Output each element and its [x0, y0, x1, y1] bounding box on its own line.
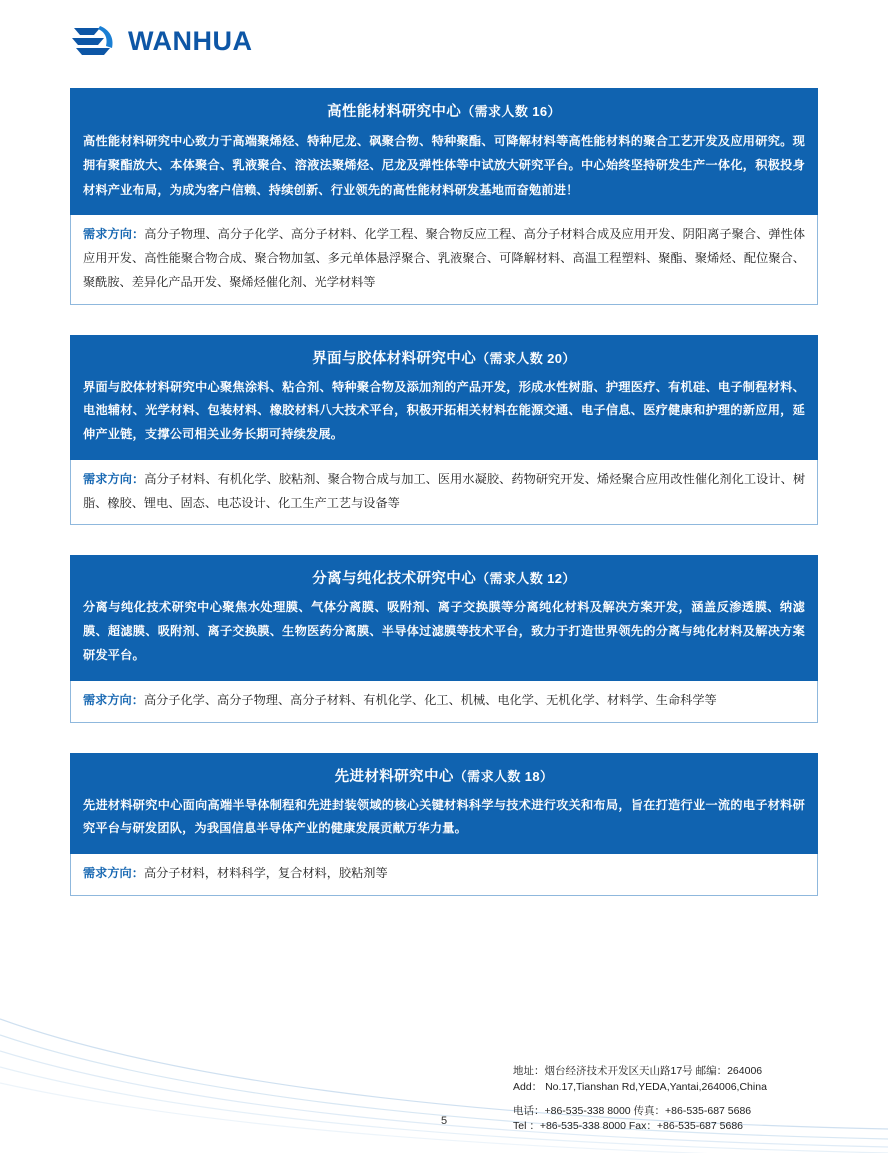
card-title: 分离与纯化技术研究中心 — [312, 571, 477, 588]
card-directions — [70, 681, 818, 723]
card-description: 界面与胶体材料研究中心聚焦涂料、粘合剂、特种聚合物及添加剂的产品开发，形成水性树脂、护理医疗、有机硅、电子制程材料、电池辅材、光学材料、包装材料、橡胶材料八大技术平台，积极开拓相关材料在能源交通、电子信息、医疗健康和护理的新应用，延伸产业链，支撑公司相关业务长期可持续发展。 — [83, 379, 805, 442]
footer-phone-cn: 电话：+86-535-338 8000 传真：+86-535-687 5686 — [513, 1104, 752, 1117]
card-headcount: （需求人数 20） — [476, 350, 576, 366]
brand-header — [70, 24, 253, 58]
card-description: 分离与纯化技术研究中心聚焦水处理膜、气体分离膜、吸附剂、离子交换膜等分离纯化材料及解决方案开发，涵盖反渗透膜、纳滤膜、超滤膜、吸附剂、离子交换膜、生物医药分离膜、半导体过滤膜等技术平台，致力于打造世界领先的分离与纯化材料及解决方案研发平台。 — [83, 600, 805, 663]
research-center-list — [70, 88, 818, 926]
card-header — [70, 88, 818, 215]
card-header — [70, 335, 818, 460]
card-title: 界面与胶体材料研究中心 — [312, 350, 477, 367]
card-title-row — [83, 347, 805, 368]
card-title-row — [83, 765, 805, 786]
directions-text: 高分子材料，材料科学，复合材料，胶粘剂等 — [143, 866, 388, 881]
card-header — [70, 753, 818, 855]
card-headcount: （需求人数 18） — [453, 768, 554, 784]
directions-text: 高分子物理、高分子化学、高分子材料、化学工程、聚合物反应工程、高分子材料合成及应用开发、阴阳离子聚合、弹性体应用开发、高性能聚合物合成、聚合物加氢、多元单体悬浮聚合、乳液聚合、可降解材料、高温工程塑料、聚酯、聚烯烃、配位聚合、聚酰胺、差异化产品开发、聚烯烃催化剂、光学材料等 — [83, 227, 806, 289]
directions-label: 需求方向： — [83, 866, 144, 881]
card-title: 先进材料研究中心 — [334, 768, 454, 785]
research-center-card — [70, 335, 818, 526]
brand-name: WANHUA — [128, 25, 253, 56]
directions-label: 需求方向： — [83, 692, 144, 707]
card-directions — [70, 460, 818, 526]
directions-label: 需求方向： — [83, 227, 145, 242]
card-headcount: （需求人数 16） — [461, 104, 561, 119]
directions-text: 高分子化学、高分子物理、高分子材料、有机化学、化工、机械、电化学、无机化学、材料学、生命科学等 — [143, 692, 717, 707]
card-title-row — [83, 100, 805, 121]
footer-address-cn: 地址：烟台经济技术开发区天山路17号 邮编：264006 — [513, 1065, 763, 1077]
card-headcount: （需求人数 12） — [476, 571, 576, 587]
card-title: 高性能材料研究中心 — [327, 104, 462, 120]
research-center-card — [70, 555, 818, 722]
card-description: 高性能材料研究中心致力于高端聚烯烃、特种尼龙、砜聚合物、特种聚酯、可降解材料等高性能材料的聚合工艺开发及应用研究。现拥有聚酯放大、本体聚合、乳液聚合、溶液法聚烯烃、尼龙及弹性体等中试放大研究平台。中心始终坚持研发生产一体化，积极投身材料产业布局，为成为客户信赖、持续创新、行业领先的高性能材料研发基地而奋勉前进！ — [83, 134, 805, 197]
directions-label: 需求方向： — [83, 471, 145, 486]
research-center-card — [70, 753, 818, 896]
card-directions — [70, 215, 818, 304]
wanhua-logo-icon — [70, 24, 118, 58]
card-description: 先进材料研究中心面向高端半导体制程和先进封装领域的核心关键材料科学与技术进行攻关和布局，旨在打造行业一流的电子材料研究平台与研发团队，为我国信息半导体产业的健康发展贡献万华力量。 — [83, 797, 805, 836]
footer-phone-en: Tel ：+86-535-338 8000 Fax：+86-535-687 5686 — [513, 1120, 743, 1133]
card-header — [70, 555, 818, 680]
footer-spacer — [513, 1096, 767, 1104]
research-center-card — [70, 88, 818, 305]
card-directions — [70, 854, 818, 896]
card-title-row — [83, 567, 805, 588]
page-number: 5 — [440, 1115, 448, 1127]
directions-text: 高分子材料、有机化学、胶粘剂、聚合物合成与加工、医用水凝胶、药物研究开发、烯烃聚合应用改性催化剂化工设计、树脂、橡胶、锂电、固态、电芯设计、化工生产工艺与设备等 — [83, 471, 806, 510]
footer-address-en: Add： No.17,Tianshan Rd,YEDA,Yantai,264006,China — [513, 1080, 767, 1093]
